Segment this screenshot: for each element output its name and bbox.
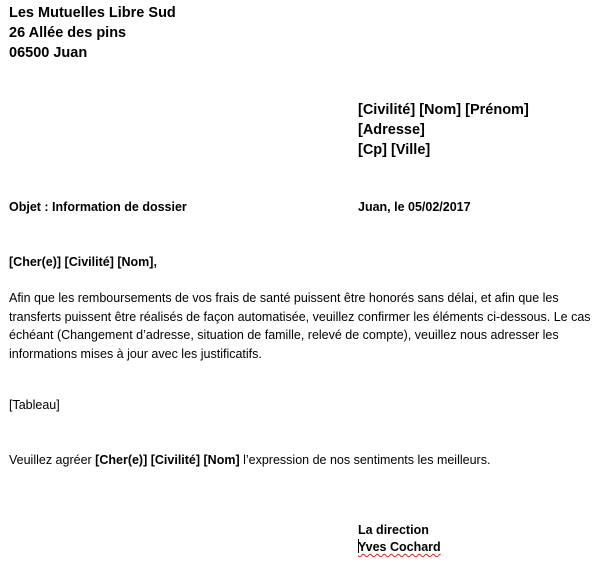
recipient-address-block [358, 100, 529, 160]
sender-name: Les Mutuelles Libre Sud [9, 5, 176, 21]
letter-subject: Objet : Information de dossier [9, 200, 187, 214]
letter-body-paragraph: Afin que les remboursements de vos frais de santé puissent être honorés sans délai, et afin que les transferts puissent être réalisés de façon automatisée, veuillez confirmer les éléments ci-dessous. Le cas échéant (Changement d’adresse, situation de famille, relevé de compte), veuillez nous adresser les informations mises à jour avec les justificatifs. [9, 291, 591, 361]
signature-block [358, 522, 441, 556]
sender-city: 06500 Juan [9, 45, 88, 61]
signature-name: Yves Cochard [358, 540, 441, 554]
closing-salutation: [Cher(e)] [Civilité] [Nom] [95, 453, 240, 467]
sender-address-block [9, 3, 176, 63]
signature-role: La direction [358, 523, 429, 537]
closing-suffix: l’expression de nos sentiments les meilleurs. [239, 453, 491, 467]
table-placeholder: [Tableau] [9, 398, 60, 412]
letter-closing [9, 452, 490, 469]
recipient-line-address: [Adresse] [358, 122, 425, 138]
letter-date: Juan, le 05/02/2017 [358, 200, 471, 214]
recipient-line-city: [Cp] [Ville] [358, 142, 431, 158]
closing-prefix: Veuillez agréer [9, 453, 96, 467]
sender-street: 26 Allée des pins [9, 25, 127, 41]
signature-name-line [358, 539, 441, 556]
letter-greeting: [Cher(e)] [Civilité] [Nom], [9, 255, 157, 269]
recipient-line-name: [Civilité] [Nom] [Prénom] [358, 102, 529, 118]
